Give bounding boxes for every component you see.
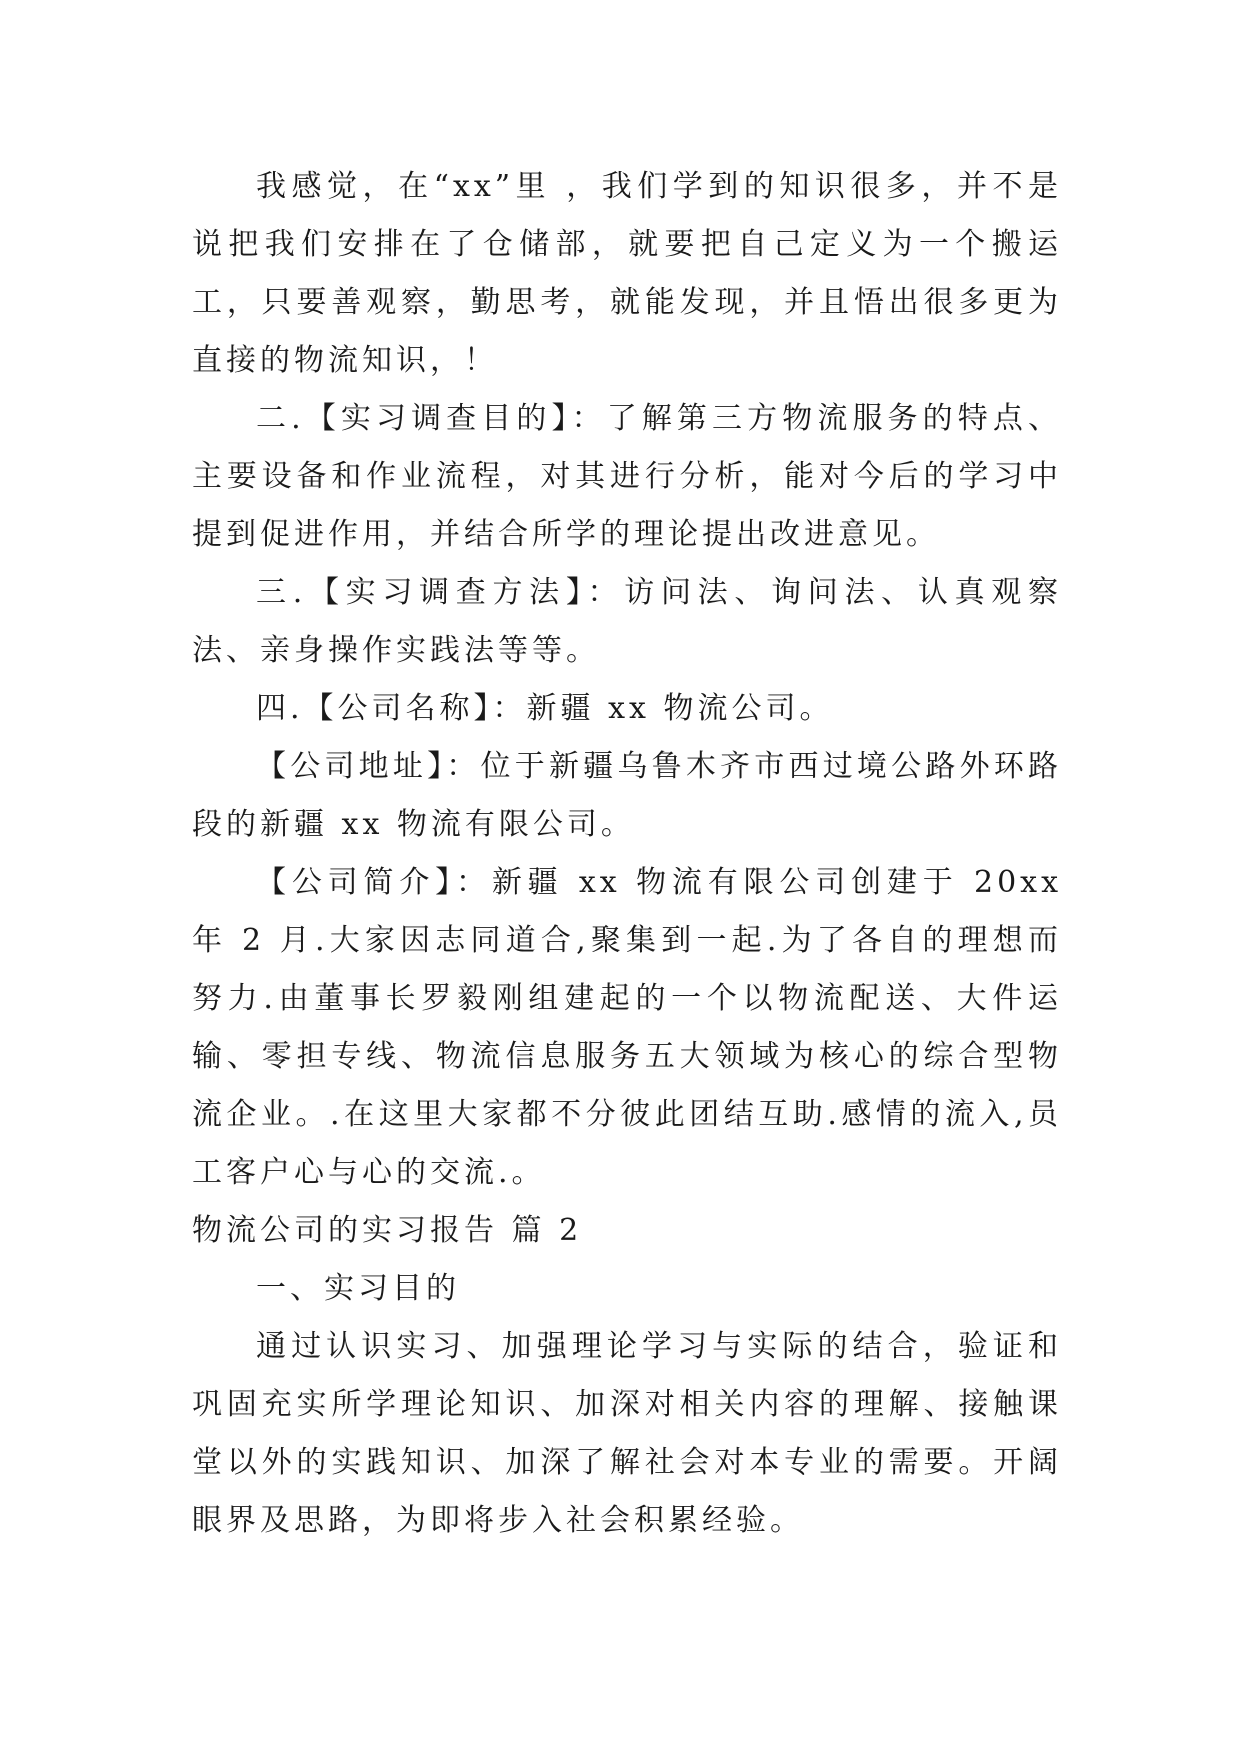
paragraph-survey-method: 三.【实习调查方法】：访问法、询问法、认真观察法、亲身操作实践法等等。 [192, 575, 1062, 668]
subsection-heading: 一、实习目的 [256, 1271, 460, 1306]
paragraph-survey-purpose: 二.【实习调查目的】：了解第三方物流服务的特点、主要设备和作业流程，对其进行分析，能对今后的学习中提到促进作用，并结合所学的理论提出改进意见。 [192, 401, 1062, 552]
document-body [192, 158, 1062, 1550]
paragraph-internship-purpose: 通过认识实习、加强理论学习与实际的结合，验证和巩固充实所学理论知识、加深对相关内容的理解、接触课堂以外的实践知识、加深了解社会对本专业的需要。开阔眼界及思路，为即将步入社会积累经验。 [192, 1329, 1062, 1538]
paragraph-reflection: 我感觉，在“xx”里 ，我们学到的知识很多，并不是说把我们安排在了仓储部，就要把自己定义为一个搬运工，只要善观察，勤思考，就能发现，并且悟出很多更为直接的物流知识，！ [192, 169, 1062, 378]
section-title: 物流公司的实习报告 篇 2 [192, 1213, 583, 1248]
paragraph-company-address: 【公司地址】：位于新疆乌鲁木齐市西过境公路外环路段的新疆 xx 物流有限公司。 [192, 749, 1062, 842]
paragraph-company-name: 四.【公司名称】：新疆 xx 物流公司。 [256, 691, 834, 726]
paragraph-company-profile: 【公司简介】：新疆 xx 物流有限公司创建于 20xx 年 2 月.大家因志同道合,聚集到一起.为了各自的理想而努力.由董事长罗毅刚组建起的一个以物流配送、大件运输、零担专线、物流信息服务五大领域为核心的综合型物流企业。.在这里大家都不分彼此团结互助.感情的流入,员工客户心与心的交流.。 [192, 865, 1062, 1190]
